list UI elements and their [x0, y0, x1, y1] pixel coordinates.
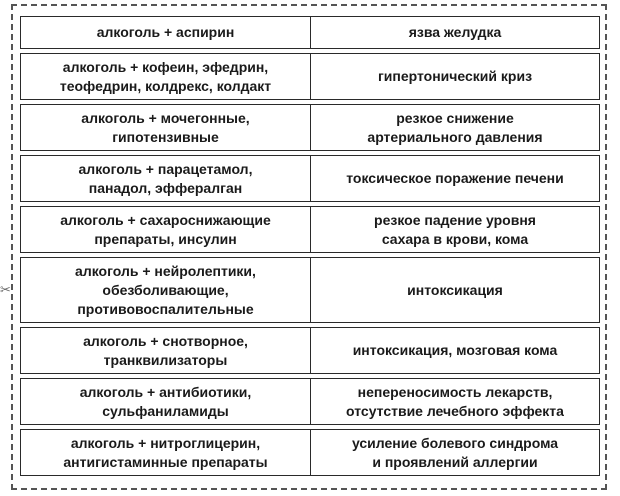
cell-text: токсическое поражение печени — [346, 170, 564, 186]
table-row — [20, 16, 600, 49]
drug-alcohol-interaction-table — [20, 12, 600, 480]
cell-text: гипертонический криз — [377, 68, 533, 84]
effect-cell — [310, 104, 600, 151]
cell-text: алкоголь + нейролептики, — [75, 262, 256, 279]
cell-text: алкоголь + нитроглицерин, — [70, 434, 261, 451]
cell-text: алкоголь + сахароснижающие — [60, 211, 271, 228]
cell-text: препараты, инсулин — [94, 230, 237, 247]
cell-text: непереносимость лекарств, — [357, 383, 553, 400]
combination-cell — [20, 378, 310, 425]
cell-text: язва желудка — [408, 24, 502, 40]
effect-cell — [310, 206, 600, 253]
cell-text: алкоголь + мочегонные, — [81, 109, 250, 126]
cell-text: сульфаниламиды — [102, 402, 229, 419]
cell-text: сахара в крови, кома — [381, 230, 529, 247]
effect-cell — [310, 16, 600, 49]
effect-cell — [310, 155, 600, 202]
cell-text: обезболивающие, — [102, 281, 229, 298]
combination-cell — [20, 206, 310, 253]
effect-cell — [310, 327, 600, 374]
cell-text: транквилизаторы — [103, 351, 228, 368]
cell-text: антигистаминные препараты — [63, 453, 268, 470]
cell-text: резкое падение уровня — [374, 211, 536, 228]
cell-text: интоксикация — [407, 281, 503, 298]
cell-text: усиление болевого синдрома — [351, 434, 559, 451]
combination-cell — [20, 155, 310, 202]
cell-text: отсутствие лечебного эффекта — [346, 402, 564, 419]
cell-text: теофедрин, колдрекс, колдакт — [59, 77, 272, 94]
cell-text: алкоголь + парацетамол, — [78, 160, 253, 177]
cell-text: резкое снижение — [396, 109, 514, 126]
combination-cell — [20, 53, 310, 100]
table-row — [20, 378, 600, 425]
cell-text: интоксикация, мозговая кома — [352, 342, 558, 358]
cell-text: алкоголь + антибиотики, — [79, 383, 252, 400]
table-row — [20, 206, 600, 253]
table-row — [20, 327, 600, 374]
table-body — [20, 16, 600, 476]
cell-text: и проявлений аллергии — [372, 453, 538, 470]
combination-cell — [20, 327, 310, 374]
cell-text: противовоспалительные — [77, 300, 254, 317]
cell-text: алкоголь + кофеин, эфедрин, — [62, 58, 269, 75]
effect-cell — [310, 378, 600, 425]
table-row — [20, 155, 600, 202]
effect-cell — [310, 429, 600, 476]
combination-cell — [20, 257, 310, 323]
table-row — [20, 257, 600, 323]
effect-cell — [310, 53, 600, 100]
table-row — [20, 53, 600, 100]
combination-cell — [20, 16, 310, 49]
scissors-icon: ✂ — [0, 283, 11, 298]
effect-cell — [310, 257, 600, 323]
combination-cell — [20, 429, 310, 476]
cell-text: артериального давления — [367, 128, 543, 145]
cell-text: алкоголь + снотворное, — [83, 332, 248, 349]
cell-text: алкоголь + аспирин — [96, 24, 235, 40]
cell-text: гипотензивные — [112, 128, 219, 145]
table-row — [20, 104, 600, 151]
cell-text: панадол, эффералган — [88, 179, 243, 196]
table-row — [20, 429, 600, 476]
combination-cell — [20, 104, 310, 151]
